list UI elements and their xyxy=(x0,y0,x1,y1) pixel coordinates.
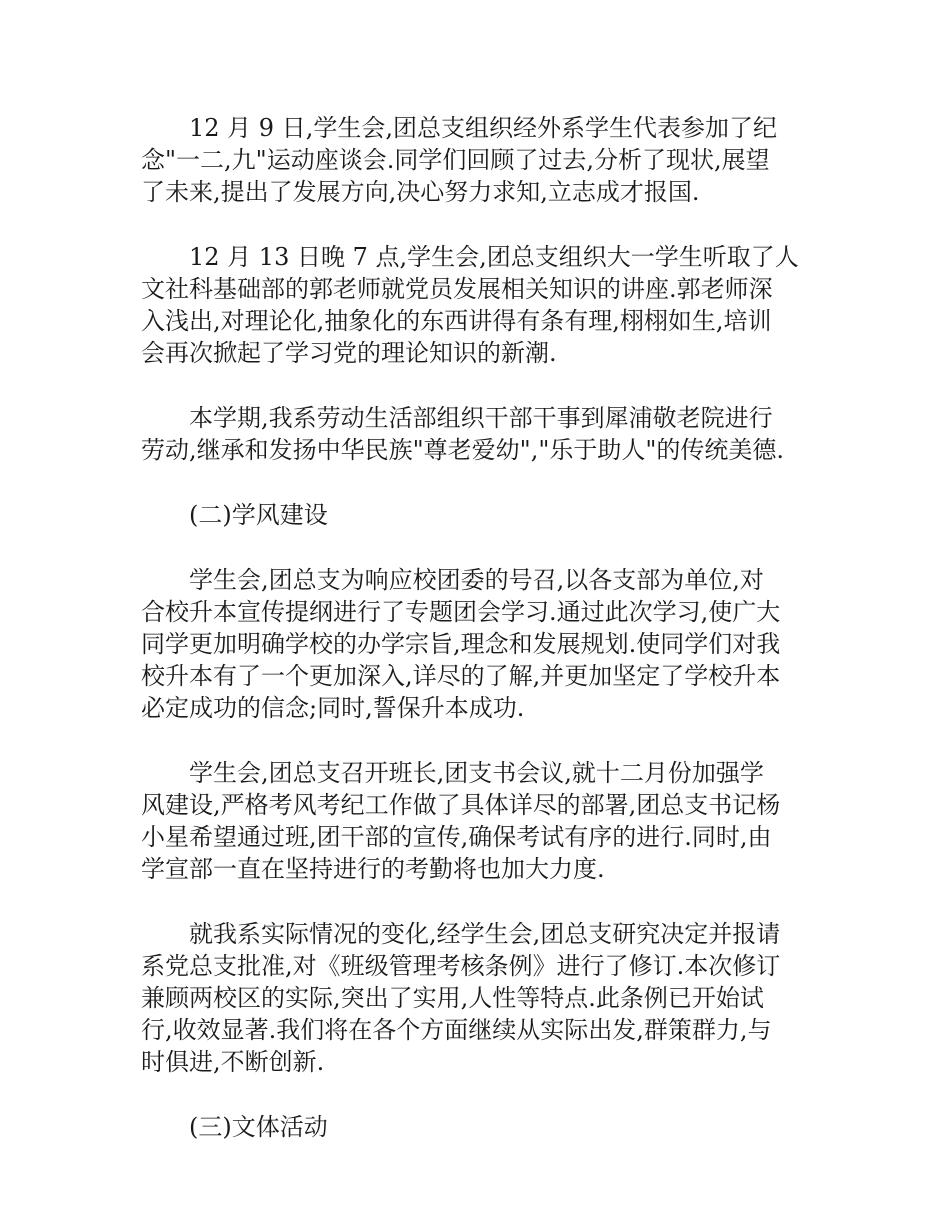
text-line: 校升本有了一个更加深入,详尽的了解,并更加坚定了学校升本 xyxy=(141,662,781,690)
text-line: 同学更加明确学校的办学宗旨,理念和发展规划.使同学们对我 xyxy=(141,630,781,658)
text-line: 入浅出,对理论化,抽象化的东西讲得有条有理,栩栩如生,培训 xyxy=(141,307,772,335)
text-line: 必定成功的信念;同时,誓保升本成功. xyxy=(141,694,525,722)
text-line: 兼顾两校区的实际,突出了实用,人性等特点.此条例已开始试 xyxy=(141,984,764,1012)
document-body xyxy=(141,112,821,1176)
text-line: 时俱进,不断创新. xyxy=(141,1048,325,1076)
text-line: 行,收效显著.我们将在各个方面继续从实际出发,群策群力,与 xyxy=(141,1016,772,1044)
paragraph-promotion-study xyxy=(141,564,821,724)
text-line: 了未来,提出了发展方向,决心努力求知,立志成才报国. xyxy=(141,178,700,206)
text-line: 就我系实际情况的变化,经学生会,团总支研究决定并报请 xyxy=(189,920,781,948)
heading-line: (二)学风建设 xyxy=(189,501,328,529)
paragraph-class-meeting xyxy=(141,757,821,885)
paragraph-regulation-revision xyxy=(141,918,821,1078)
text-line: 学生会,团总支为响应校团委的号召,以各支部为单位,对 xyxy=(189,566,764,594)
text-line: 劳动,继承和发扬中华民族"尊老爱幼","乐于助人"的传统美德. xyxy=(141,436,785,464)
text-line: 文社科基础部的郭老师就党员发展相关知识的讲座.郭老师深 xyxy=(141,275,773,303)
text-line: 风建设,严格考风考纪工作做了具体详尽的部署,团总支书记杨 xyxy=(141,791,781,819)
text-line: 学宣部一直在坚持进行的考勤将也加大力度. xyxy=(141,855,605,883)
text-line: 会再次掀起了学习党的理论知识的新潮. xyxy=(141,339,557,367)
paragraph-dec13-lecture xyxy=(141,241,821,369)
heading-line: (三)文体活动 xyxy=(189,1113,328,1141)
text-line: 12 月 9 日,学生会,团总支组织经外系学生代表参加了纪 xyxy=(189,114,777,142)
text-line: 念"一二,九"运动座谈会.同学们回顾了过去,分析了现状,展望 xyxy=(141,146,770,174)
text-line: 系党总支批准,对《班级管理考核条例》进行了修订.本次修订 xyxy=(141,952,781,980)
section-heading-study-style xyxy=(141,499,821,531)
text-line: 学生会,团总支召开班长,团支书会议,就十二月份加强学 xyxy=(189,759,764,787)
text-line: 小星希望通过班,团干部的宣传,确保考试有序的进行.同时,由 xyxy=(141,823,772,851)
text-line: 合校升本宣传提纲进行了专题团会学习.通过此次学习,使广大 xyxy=(141,598,781,626)
text-line: 12 月 13 日晚 7 点,学生会,团总支组织大一学生听取了人 xyxy=(189,243,799,271)
section-heading-sports-culture xyxy=(141,1111,821,1143)
text-line: 本学期,我系劳动生活部组织干部干事到犀浦敬老院进行 xyxy=(189,404,773,432)
paragraph-dec9-forum xyxy=(141,112,821,208)
paragraph-elderly-home xyxy=(141,402,821,466)
